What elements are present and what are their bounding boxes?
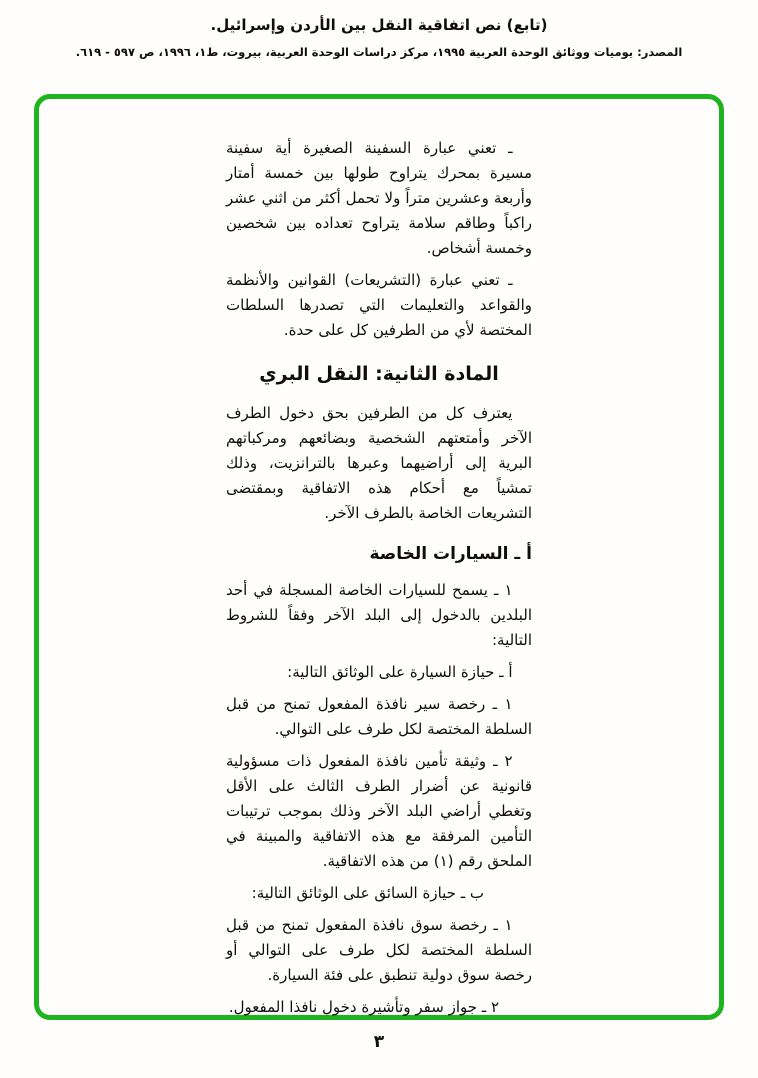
document-title: (تابع) نص اتفاقية النقل بين الأردن وإسرائيل.: [210, 16, 548, 34]
section-a-sub-a-1: ١ ـ رخصة سير نافذة المفعول تمنح من قبل السلطة المختصة لكل طرف على التوالي.: [226, 695, 532, 738]
section-a-heading: أ ـ السيارات الخاصة: [369, 544, 532, 564]
article-2-intro: يعترف كل من الطرفين بحق دخول الطرف الآخر وأمتعتهم الشخصية وبضائعهم ومركباتهم البرية إلى أراضيهما وعبرها بالترانزيت، وذلك تمشياً مع أحكام هذه الاتفاقية وبمقتضى التشريعات الخاصة بالطرف الآخر.: [226, 404, 532, 522]
definition-small-vessel: ـ تعني عبارة السفينة الصغيرة أية سفينة مسيرة بمحرك يتراوح طولها بين خمسة أمتار وأربعة وعشرين متراً ولا تحمل أكثر من اثني عشر راكباً وطاقم سلامة يتراوح تعداده بين شخصين وخمسة أشخاص.: [226, 139, 532, 257]
section-a-sub-b-2: ٢ ـ جواز سفر وتأشيرة دخول نافذا المفعول.: [228, 998, 499, 1016]
page-header: [0, 16, 758, 59]
page-number: ٣: [373, 1032, 385, 1052]
section-a-item-1: ١ ـ يسمح للسيارات الخاصة المسجلة في أحد البلدين بالدخول إلى البلد الآخر وفقاً للشروط التالية:: [226, 581, 532, 649]
section-a-sub-a: أ ـ حيازة السيارة على الوثائق التالية:: [287, 663, 513, 681]
definition-legislation: ـ تعني عبارة (التشريعات) القوانين والأنظمة والقواعد والتعليمات التي تصدرها السلطات المختصة لأي من الطرفين كل على حدة.: [226, 271, 532, 339]
section-a-sub-b: ب ـ حيازة السائق على الوثائق التالية:: [251, 884, 484, 902]
section-a-sub-a-2: ٢ ـ وثيقة تأمين نافذة المفعول ذات مسؤولية قانونية عن أضرار الطرف الثالث على الأقل وتغطي أراضي البلد الآخر وذلك بموجب ترتيبات التأمين المرفقة مع هذه الاتفاقية والمبينة في الملحق رقم (١) من هذه الاتفاقية.: [226, 752, 532, 870]
document-body: [226, 136, 532, 1027]
article-2-heading: المادة الثانية: النقل البري: [259, 363, 499, 385]
section-a-sub-b-1: ١ ـ رخصة سوق نافذة المفعول تمنح من قبل السلطة المختصة لكل طرف على التوالي أو رخصة سوق دولية تنطبق على فئة السيارة.: [226, 916, 532, 984]
document-source-line: المصدر: يوميات ووثائق الوحدة العربية ١٩٩٥، مركز دراسات الوحدة العربية، بيروت، ط١، ١٩٩٦، ص ٥٩٧ - ٦١٩.: [75, 45, 683, 59]
